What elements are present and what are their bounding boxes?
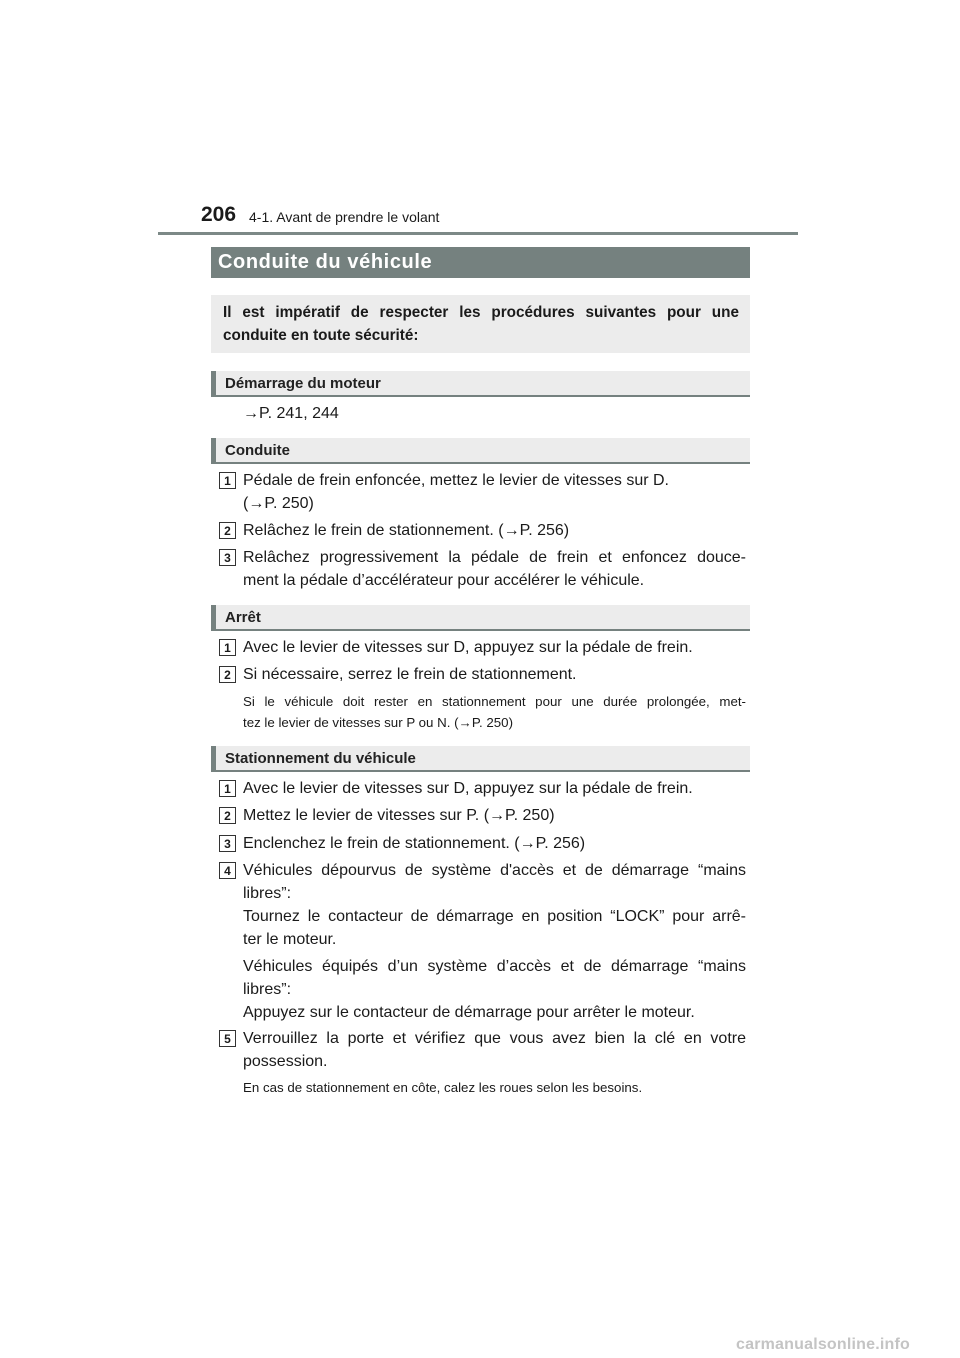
heading-demarrage: Démarrage du moteur [211, 371, 750, 397]
intro-box: Il est impératif de respecter les procédures suivantes pour une conduite en toute sécurité: [211, 295, 750, 353]
step-line: Verrouillez la porte et vérifiez que vous avez bien la clé en votre [243, 1030, 746, 1047]
step-line: Enclenchez le frein de stationnement. (→P. 256) [243, 835, 586, 852]
step-line: Relâchez le frein de stationnement. (→P. 256) [243, 522, 570, 539]
header-rule [158, 232, 798, 235]
step-text [243, 859, 746, 951]
step-line: Véhicules dépourvus de système d'accès et de démarrage “mains [243, 862, 746, 879]
section-label: 4-1. Avant de prendre le volant [249, 209, 440, 225]
step-number-box: 5 [219, 1030, 236, 1047]
step-text [243, 832, 746, 855]
page-number: 206 [201, 203, 237, 226]
step-number-box: 3 [219, 835, 236, 852]
step-line: libres”: [243, 885, 292, 902]
heading-stationnement: Stationnement du véhicule [211, 746, 750, 772]
heading-arret: Arrêt [211, 605, 750, 631]
heading-conduite: Conduite [211, 438, 750, 464]
step-number-box: 1 [219, 780, 236, 797]
ref-demarrage: →P. 241, 244 [243, 405, 339, 422]
step-line: Avec le levier de vitesses sur D, appuyez sur la pédale de frein. [243, 780, 693, 797]
step-number-box: 2 [219, 666, 236, 683]
step-text [243, 636, 746, 659]
step-text [243, 777, 746, 800]
step-line: (→P. 250) [243, 495, 314, 512]
step-text-extra [243, 955, 746, 1024]
step-line: libres”: [243, 981, 292, 998]
step-line: Relâchez progressivement la pédale de frein et enfoncez douce- [243, 549, 746, 566]
step-line: Véhicules équipés d’un système d’accès et de démarrage “mains [243, 958, 746, 975]
step-text [243, 546, 746, 592]
step-line: ment la pédale d’accélérateur pour accélérer le véhicule. [243, 572, 645, 589]
watermark: carmanualsonline.info [736, 1336, 911, 1353]
step-text [243, 1027, 746, 1073]
step-line: Pédale de frein enfoncée, mettez le levier de vitesses sur D. [243, 472, 669, 489]
step-text [243, 663, 746, 686]
step-line: Si nécessaire, serrez le frein de stationnement. [243, 666, 577, 683]
step-line: Mettez le levier de vitesses sur P. (→P. 250) [243, 807, 555, 824]
step-number-box: 3 [219, 549, 236, 566]
step-number-box: 1 [219, 472, 236, 489]
step-number-box: 4 [219, 862, 236, 879]
step-text [243, 804, 746, 827]
step-number-box: 2 [219, 807, 236, 824]
note-line: Si le véhicule doit rester en stationnement pour une durée prolongée, met- [243, 694, 746, 709]
page-title: Conduite du véhicule [218, 251, 433, 273]
step-text [243, 469, 746, 515]
page-title-bar [211, 247, 750, 278]
note-line: tez le levier de vitesses sur P ou N. (→P. 250) [243, 715, 514, 730]
step-line: Avec le levier de vitesses sur D, appuyez sur la pédale de frein. [243, 639, 693, 656]
step-line: possession. [243, 1053, 328, 1070]
stationnement-note: En cas de stationnement en côte, calez les roues selon les besoins. [243, 1080, 643, 1095]
step-line: ter le moteur. [243, 931, 337, 948]
step-number-box: 1 [219, 639, 236, 656]
step-text [243, 519, 746, 542]
step-line: Appuyez sur le contacteur de démarrage pour arrêter le moteur. [243, 1004, 695, 1021]
step-number-box: 2 [219, 522, 236, 539]
step-line: Tournez le contacteur de démarrage en position “LOCK” pour arrê- [243, 908, 746, 925]
arret-note [243, 691, 746, 733]
